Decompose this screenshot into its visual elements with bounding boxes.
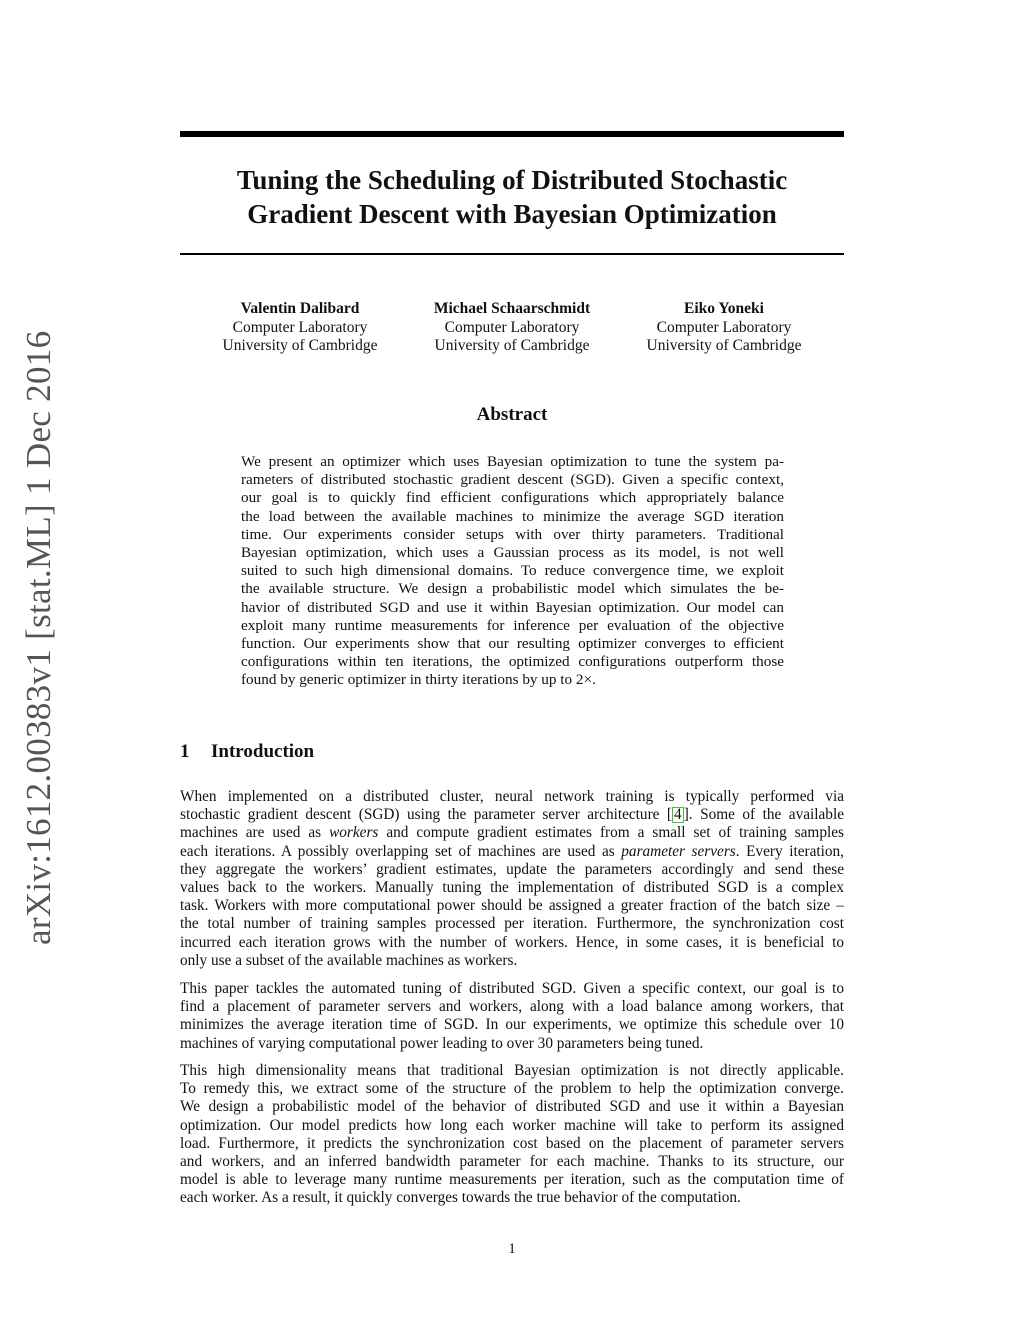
abstract-heading: Abstract (476, 404, 548, 425)
title-bottom-rule (180, 253, 844, 255)
body-line: To remedy this, we extract some of the structure of the problem to help the optimization converge. (180, 1080, 844, 1098)
author-department: Computer Laboratory (444, 318, 580, 336)
citation-link[interactable]: 4 (674, 806, 682, 824)
emphasis-parameter-servers: parameter servers (621, 842, 736, 860)
body-line: only use a subset of the available machines as workers. (180, 951, 518, 969)
abstract-line: We present an optimizer which uses Bayesian optimization to tune the system pa- (241, 453, 784, 470)
body-line: minimizes the average iteration time of SGD. In our experiments, we optimize this schedule over 10 (180, 1016, 844, 1034)
body-line: When implemented on a distributed cluster, neural network training is typically performed via (180, 788, 844, 805)
author-department: Computer Laboratory (656, 318, 792, 336)
author-1 (180, 300, 420, 356)
emphasis-workers: workers (329, 824, 379, 842)
abstract-line: the load between the available machines to minimize the average SGD iteration (241, 507, 784, 525)
abstract-line: time. Our experiments consider setups with over thirty parameters. Traditional (241, 525, 784, 543)
author-block (180, 300, 844, 362)
body-line: optimization. Our model predicts how long each worker machine will take to perform its assigned (180, 1116, 844, 1134)
author-name: Eiko Yoneki (684, 300, 764, 317)
abstract-line: exploit many runtime measurements for inference per evaluation of the objective (241, 616, 784, 634)
body-line: load. Furthermore, it predicts the synchronization cost based on the placement of parameter servers (180, 1134, 844, 1152)
abstract-line: function. Our experiments show that our resulting optimizer converges to efficient (241, 635, 784, 653)
text-run: each iterations. A possibly overlapping set of machines are used as (180, 842, 622, 860)
text-run: and compute gradient estimates from a small set of training samples (378, 824, 844, 842)
author-3 (604, 300, 844, 356)
body-line: This high dimensionality means that traditional Bayesian optimization is not directly applicable. (180, 1062, 844, 1079)
body-line (180, 843, 844, 861)
body-line: find a placement of parameter servers and workers, along with a load balance among workers, that (180, 998, 844, 1016)
intro-paragraph-1 (180, 788, 844, 970)
body-line: they aggregate the workers’ gradient estimates, update the parameters accordingly and send these (180, 860, 844, 878)
section-heading-introduction (180, 740, 314, 764)
body-line: incurred each iteration grows with the number of workers. Hence, in some cases, it is beneficial to (180, 933, 844, 951)
abstract-line: the available structure. We design a probabilistic model which simulates the be- (241, 580, 784, 598)
text-run: . Every iteration, (735, 842, 844, 860)
abstract-line: found by generic optimizer in thirty iterations by up to 2×. (241, 671, 596, 689)
body-line (180, 824, 844, 842)
author-university: University of Cambridge (222, 337, 378, 354)
abstract-line: suited to such high dimensional domains. To reduce convergence time, we exploit (241, 562, 784, 580)
section-title: Introduction (211, 741, 315, 762)
body-line: the total number of training samples processed per iteration. Furthermore, the synchronization cost (180, 915, 844, 933)
abstract-line: our goal is to quickly find efficient configurations which appropriately balance (241, 489, 784, 507)
page-number: 1 (508, 1241, 516, 1257)
author-department: Computer Laboratory (232, 318, 368, 336)
author-name: Michael Schaarschmidt (433, 300, 591, 317)
body-line: model is able to leverage many runtime measurements per iteration, such as the computation time of (180, 1171, 844, 1189)
author-2 (392, 300, 632, 356)
author-university: University of Cambridge (434, 337, 590, 354)
abstract-line: rameters of distributed stochastic gradient descent (SGD). Given a specific context, (241, 471, 784, 489)
text-run: machines are used as (180, 824, 330, 842)
abstract-line: configurations within ten iterations, the optimized configurations outperform those (241, 653, 784, 671)
title-line-1: Tuning the Scheduling of Distributed Stochastic (236, 165, 788, 195)
text-run: stochastic gradient descent (SGD) using the parameter server architecture [ (180, 806, 673, 824)
author-name: Valentin Dalibard (240, 300, 360, 317)
title-top-rule (180, 131, 844, 137)
body-line (180, 806, 844, 824)
text-run: ]. Some of the available (683, 806, 844, 824)
intro-paragraph-3 (180, 1062, 844, 1208)
body-line: This paper tackles the automated tuning of distributed SGD. Given a specific context, our goal is to (180, 980, 844, 997)
body-line: values back to the workers. Manually tuning the implementation of distributed SGD is a complex (180, 879, 844, 897)
abstract-text (241, 453, 784, 690)
intro-paragraph-2 (180, 980, 844, 1053)
body-line: We design a probabilistic model of the behavior of distributed SGD and use it within a Bayesian (180, 1098, 844, 1116)
body-line: and workers, and an inferred bandwidth parameter for each machine. Thanks to its structure, our (180, 1153, 844, 1171)
abstract-line: havior of distributed SGD and use it within Bayesian optimization. Our model can (241, 598, 784, 616)
body-line: each worker. As a result, it quickly converges towards the true behavior of the computation. (180, 1189, 741, 1207)
abstract-line: Bayesian optimization, which uses a Gaussian process as its model, is not well (241, 544, 784, 562)
author-university: University of Cambridge (646, 337, 802, 354)
paper-title (180, 163, 844, 231)
arxiv-identifier: arXiv:1612.00383v1 [stat.ML] 1 Dec 2016 (19, 330, 58, 945)
section-number: 1 (180, 741, 190, 762)
title-line-2: Gradient Descent with Bayesian Optimization (247, 199, 777, 229)
body-line: task. Workers with more computational power should be assigned a greater fraction of the batch size – (180, 897, 844, 915)
body-line: machines of varying computational power leading to over 30 parameters being tuned. (180, 1034, 704, 1052)
